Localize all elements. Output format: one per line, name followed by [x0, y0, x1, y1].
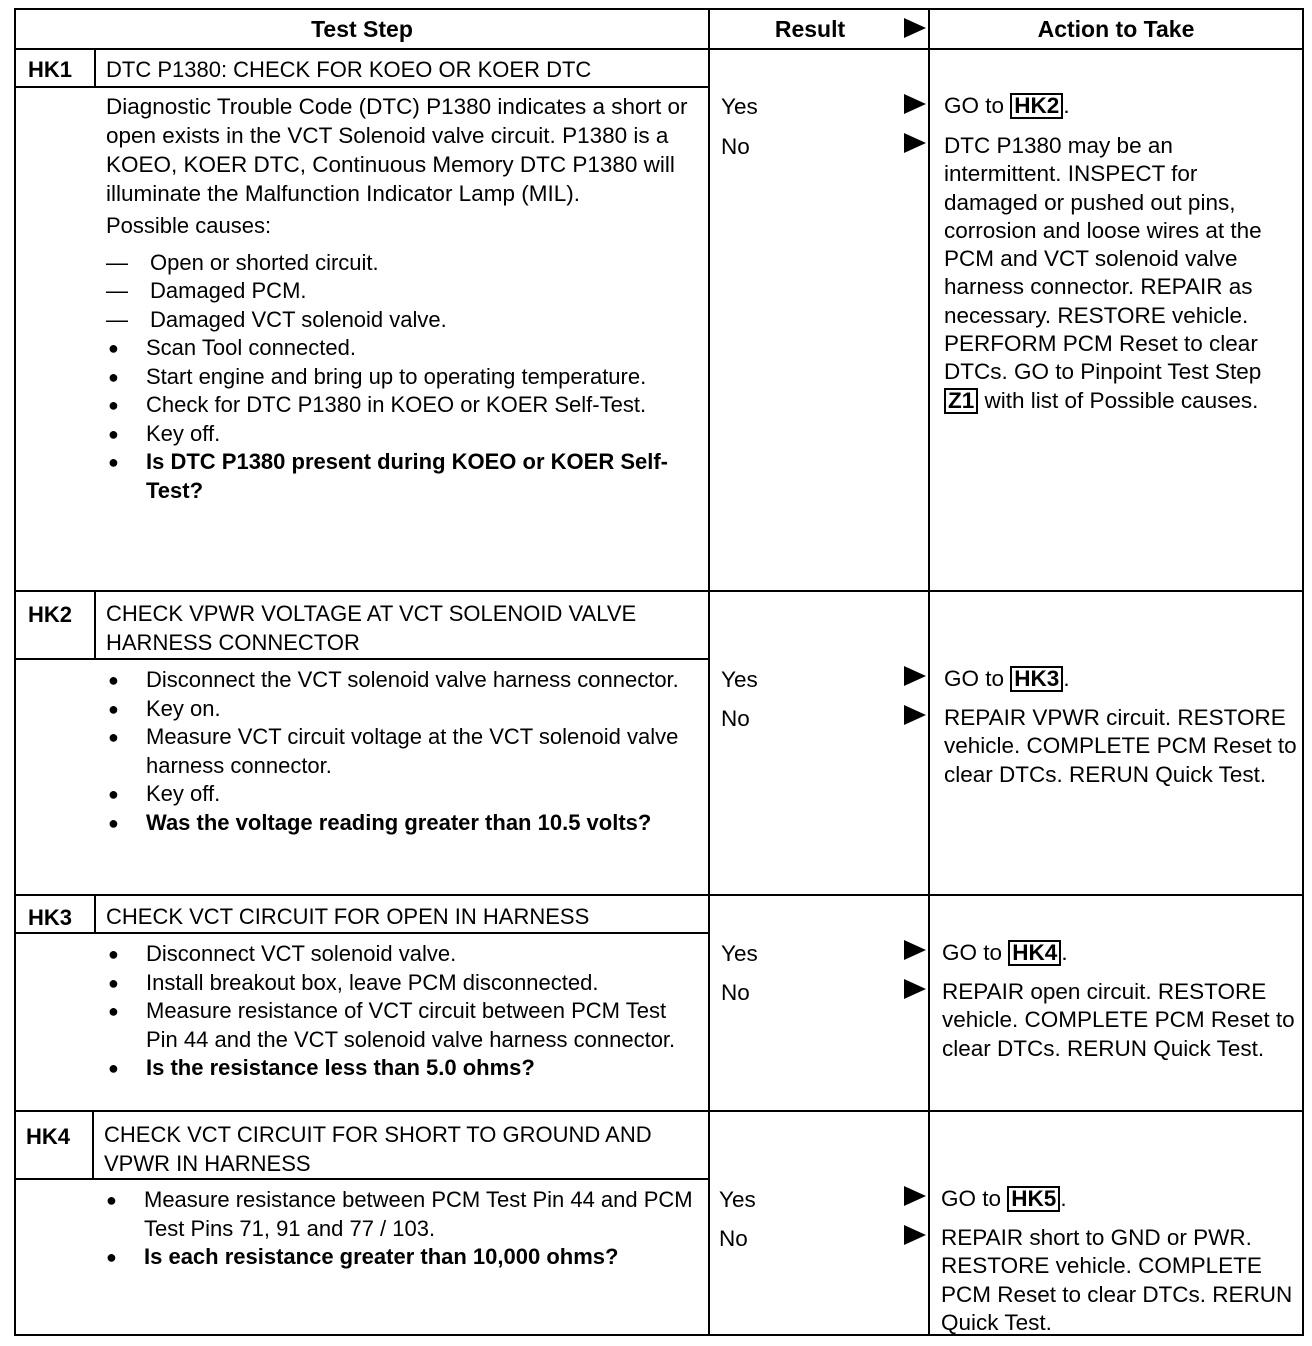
list-item: ● Measure resistance between PCM Test Pin 44 and PCM Test Pins 71, 91 and 77 / 103. — [104, 1186, 702, 1243]
hk1-yes-ref: HK2 — [1010, 93, 1063, 119]
hk4-yes-prefix: GO to — [941, 1186, 1002, 1211]
hk2-title: CHECK VPWR VOLTAGE AT VCT SOLENOID VALVE HARNESS CONNECTOR — [106, 601, 637, 655]
header-arrow-icon — [904, 18, 926, 38]
list-item: ● Key off. — [106, 420, 702, 449]
list-item: ● Check for DTC P1380 in KOEO or KOER Self-Test. — [106, 391, 702, 420]
hk1-title: DTC P1380: CHECK FOR KOEO OR KOER DTC — [106, 57, 592, 82]
hk1-no-suffix: with list of Possible causes. — [984, 387, 1259, 413]
hk3-question: ● Is the resistance less than 5.0 ohms? — [106, 1054, 702, 1083]
list-item: ● Measure VCT circuit voltage at the VCT solenoid valve harness connector. — [106, 723, 702, 780]
list-item: — Open or shorted circuit. — [106, 249, 702, 278]
hk3-body — [106, 940, 702, 1083]
header-result: Result — [774, 16, 846, 42]
hk1-no-text: DTC P1380 may be an intermittent. INSPECT for damaged or pushed out pins, corrosion and loose wires at the PCM and VCT solenoid valve harness connector. REPAIR as necessary. RESTORE vehicle. PERFORM PCM Reset to clear DTCs. GO to Pinpoint Test Step — [944, 133, 1262, 385]
diagnostic-table — [14, 8, 1304, 1336]
hk2-bottom-rule — [16, 894, 1302, 896]
hk3-no-arrow-icon — [904, 979, 926, 999]
hk4-body — [104, 1186, 702, 1272]
hk4-yes-arrow-icon — [904, 1186, 926, 1206]
hk3-bullets — [106, 940, 702, 1083]
hk1-no: No — [721, 134, 750, 159]
hk2-no-arrow-icon — [904, 705, 926, 725]
list-item: ● Key on. — [106, 695, 702, 724]
hk1-yes-arrow-icon — [904, 94, 926, 114]
hk1-no-ref: Z1 — [944, 388, 978, 414]
hk4-yes-ref: HK5 — [1007, 1186, 1060, 1212]
hk1-no-action — [944, 132, 1294, 415]
hk1-question: ● Is DTC P1380 present during KOEO or KOER Self-Test? — [106, 448, 702, 505]
hk2-yes-ref: HK3 — [1010, 666, 1063, 692]
hk4-no-arrow-icon — [904, 1225, 926, 1245]
hk1-no-arrow-icon — [904, 133, 926, 153]
hk1-code-divider — [94, 48, 96, 88]
list-item: ● Key off. — [106, 780, 702, 809]
hk4-no: No — [719, 1226, 748, 1251]
hk2-title-rule — [16, 658, 708, 660]
hk3-yes: Yes — [721, 941, 758, 966]
hk4-yes: Yes — [719, 1187, 756, 1212]
hk1-body — [106, 92, 702, 505]
hk3-title: CHECK VCT CIRCUIT FOR OPEN IN HARNESS — [106, 904, 590, 929]
list-item: ● Install breakout box, leave PCM disconnected. — [106, 969, 702, 998]
hk1-bottom-rule — [16, 590, 1302, 592]
hk2-yes-arrow-icon — [904, 666, 926, 686]
hk1-bullets — [106, 334, 702, 505]
table-header — [16, 10, 1302, 50]
hk3-code: HK3 — [28, 905, 73, 930]
hk1-yes: Yes — [721, 94, 758, 119]
hk2-yes-suffix: . — [1063, 666, 1070, 691]
hk1-yes-suffix: . — [1063, 93, 1070, 118]
hk3-code-divider — [94, 894, 96, 934]
list-item: — Damaged VCT solenoid valve. — [106, 306, 702, 335]
list-item: ● Start engine and bring up to operating temperature. — [106, 363, 702, 392]
hk4-bullets — [104, 1186, 702, 1272]
hk1-yes-prefix: GO to — [944, 93, 1005, 118]
hk3-no: No — [721, 980, 750, 1005]
hk1-yes-action — [944, 92, 1294, 120]
list-item: ● Scan Tool connected. — [106, 334, 702, 363]
header-action: Action to Take — [1037, 16, 1195, 42]
hk4-yes-action — [941, 1185, 1291, 1213]
hk2-yes-prefix: GO to — [944, 666, 1005, 691]
list-item: — Damaged PCM. — [106, 277, 702, 306]
hk3-yes-ref: HK4 — [1008, 940, 1061, 966]
hk2-question: ● Was the voltage reading greater than 10.5 volts? — [106, 809, 702, 838]
hk2-code: HK2 — [28, 602, 73, 627]
hk3-no-action: REPAIR open circuit. RESTORE vehicle. COMPLETE PCM Reset to clear DTCs. RERUN Quick Test. — [942, 979, 1295, 1061]
list-item: ● Disconnect the VCT solenoid valve harness connector. — [106, 666, 702, 695]
hk4-code: HK4 — [26, 1124, 71, 1149]
hk1-description: Diagnostic Trouble Code (DTC) P1380 indicates a short or open exists in the VCT Solenoid valve circuit. P1380 is a KOEO, KOER DTC, Continuous Memory DTC P1380 will illuminate the Malfunction Indicator Lamp (MIL). — [106, 94, 688, 206]
hk2-code-divider — [94, 590, 96, 660]
hk4-no-action: REPAIR short to GND or PWR. RESTORE vehicle. COMPLETE PCM Reset to clear DTCs. RERUN Quick Test. — [941, 1225, 1293, 1335]
hk1-causes-label: Possible causes: — [106, 213, 272, 238]
list-item: ● Disconnect VCT solenoid valve. — [106, 940, 702, 969]
hk4-code-divider — [92, 1110, 94, 1180]
list-item: ● Measure resistance of VCT circuit between PCM Test Pin 44 and the VCT solenoid valve harness connector. — [106, 997, 702, 1054]
hk2-yes: Yes — [721, 667, 758, 692]
hk2-body — [106, 666, 702, 837]
hk2-yes-action — [944, 665, 1294, 693]
hk3-yes-prefix: GO to — [942, 940, 1003, 965]
hk2-no-action: REPAIR VPWR circuit. RESTORE vehicle. COMPLETE PCM Reset to clear DTCs. RERUN Quick Test. — [944, 705, 1297, 787]
hk4-question: ● Is each resistance greater than 10,000 ohms? — [104, 1243, 702, 1272]
hk3-yes-suffix: . — [1061, 940, 1068, 965]
hk2-no: No — [721, 706, 750, 731]
divider-result — [708, 10, 710, 1334]
hk4-title: CHECK VCT CIRCUIT FOR SHORT TO GROUND AND VPWR IN HARNESS — [104, 1122, 652, 1176]
hk3-yes-action — [942, 939, 1292, 967]
hk1-code: HK1 — [28, 57, 73, 82]
hk3-yes-arrow-icon — [904, 940, 926, 960]
hk3-bottom-rule — [16, 1110, 1302, 1112]
hk1-title-rule — [16, 86, 708, 88]
hk3-title-rule — [16, 932, 708, 934]
divider-action — [928, 10, 930, 1334]
hk4-title-rule — [16, 1178, 708, 1180]
hk2-bullets — [106, 666, 702, 837]
hk1-causes-list — [106, 249, 702, 335]
header-test-step: Test Step — [311, 16, 413, 42]
hk4-yes-suffix: . — [1060, 1186, 1067, 1211]
